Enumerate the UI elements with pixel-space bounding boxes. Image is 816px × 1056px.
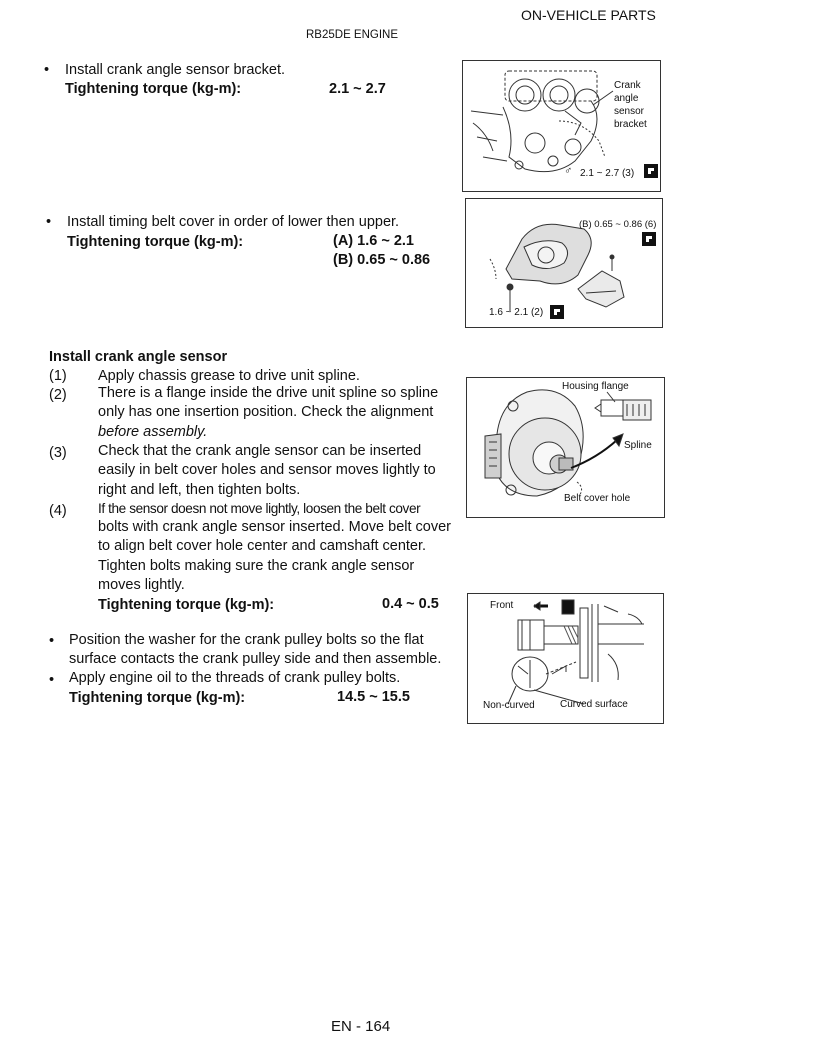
section-title: ON-VEHICLE PARTS xyxy=(521,7,656,23)
step-text: Check that the crank angle sensor can be inserted xyxy=(98,443,422,459)
torque-label: Tightening torque (kg-m): xyxy=(65,81,242,97)
bullet-dot: • xyxy=(49,633,55,649)
label-bracket: bracket xyxy=(614,119,647,130)
step-text: If the sensor doesn not move lightly, loosen the belt cover xyxy=(98,501,421,516)
torque-callout: 2.1 ~ 2.7 (3) xyxy=(580,168,635,179)
step-text: to align belt cover hole center and camshaft center. xyxy=(98,538,427,554)
bullet-text-belt-cover: Install timing belt cover in order of lower then upper. xyxy=(67,214,400,230)
torque-value: 2.1 ~ 2.7 xyxy=(329,81,386,97)
label-belt-cover-hole: Belt cover hole xyxy=(564,493,631,504)
step-number: (1) xyxy=(49,368,67,384)
step-number: (4) xyxy=(49,503,67,519)
step-text: Tighten bolts making sure the crank angle sensor xyxy=(98,558,415,574)
page-number: EN - 164 xyxy=(331,1018,391,1035)
figure-crank-sensor xyxy=(466,377,665,518)
bullet-text-washer: surface contacts the crank pulley side and then assemble. xyxy=(69,651,442,667)
torque-value-b: (B) 0.65 ~ 0.86 xyxy=(333,252,431,268)
wrench-icon xyxy=(642,232,656,246)
figure-bracket xyxy=(462,60,661,192)
bullet-text-oil: Apply engine oil to the threads of crank pulley bolts. xyxy=(69,670,401,686)
bullet-text-washer: Position the washer for the crank pulley bolts so the flat xyxy=(69,632,424,648)
step-text: before assembly. xyxy=(98,424,208,440)
bolt-icon: ♂ xyxy=(564,165,573,177)
step-text: only has one insertion position. Check the alignment xyxy=(98,404,434,420)
torque-callout-a: 1.6 ~ 2.1 (2) xyxy=(489,307,544,318)
step-text: easily in belt cover holes and sensor moves lightly to xyxy=(98,462,436,478)
step-text: There is a flange inside the drive unit spline so spline xyxy=(98,385,439,401)
torque-label: Tightening torque (kg-m): xyxy=(69,690,246,706)
step-text: right and left, then tighten bolts. xyxy=(98,482,301,498)
step-number: (2) xyxy=(49,387,67,403)
figure-pulley-washer xyxy=(467,593,664,724)
step-text: Apply chassis grease to drive unit spline. xyxy=(98,368,360,384)
label-non-curved: Non-curved xyxy=(483,700,535,711)
label-bracket: sensor xyxy=(614,106,645,117)
bullet-text-bracket: Install crank angle sensor bracket. xyxy=(65,62,286,78)
torque-callout-b: (B) 0.65 ~ 0.86 (6) xyxy=(579,219,657,230)
torque-label: Tightening torque (kg-m): xyxy=(98,597,275,613)
step-number: (3) xyxy=(49,445,67,461)
label-curved-surface: Curved surface xyxy=(560,699,628,710)
wrench-icon xyxy=(550,305,564,319)
torque-value: 14.5 ~ 15.5 xyxy=(337,689,410,705)
torque-value-a: (A) 1.6 ~ 2.1 xyxy=(333,233,414,249)
figure-belt-cover xyxy=(465,198,663,328)
wrench-icon xyxy=(644,164,658,178)
step-text: bolts with crank angle sensor inserted. Move belt cover xyxy=(98,519,452,535)
engine-title: RB25DE ENGINE xyxy=(306,29,399,41)
step-text: moves lightly. xyxy=(98,577,185,593)
label-bracket: angle xyxy=(614,93,639,104)
label-bracket: Crank xyxy=(614,80,641,91)
label-spline: Spline xyxy=(624,440,652,451)
label-housing-flange: Housing flange xyxy=(562,381,629,392)
bullet-dot: • xyxy=(44,62,50,78)
bullet-dot: • xyxy=(49,672,55,688)
torque-value: 0.4 ~ 0.5 xyxy=(382,596,439,612)
bullet-dot: • xyxy=(46,214,52,230)
section-heading: Install crank angle sensor xyxy=(49,349,228,365)
torque-label: Tightening torque (kg-m): xyxy=(67,234,244,250)
label-front: Front xyxy=(490,600,514,611)
